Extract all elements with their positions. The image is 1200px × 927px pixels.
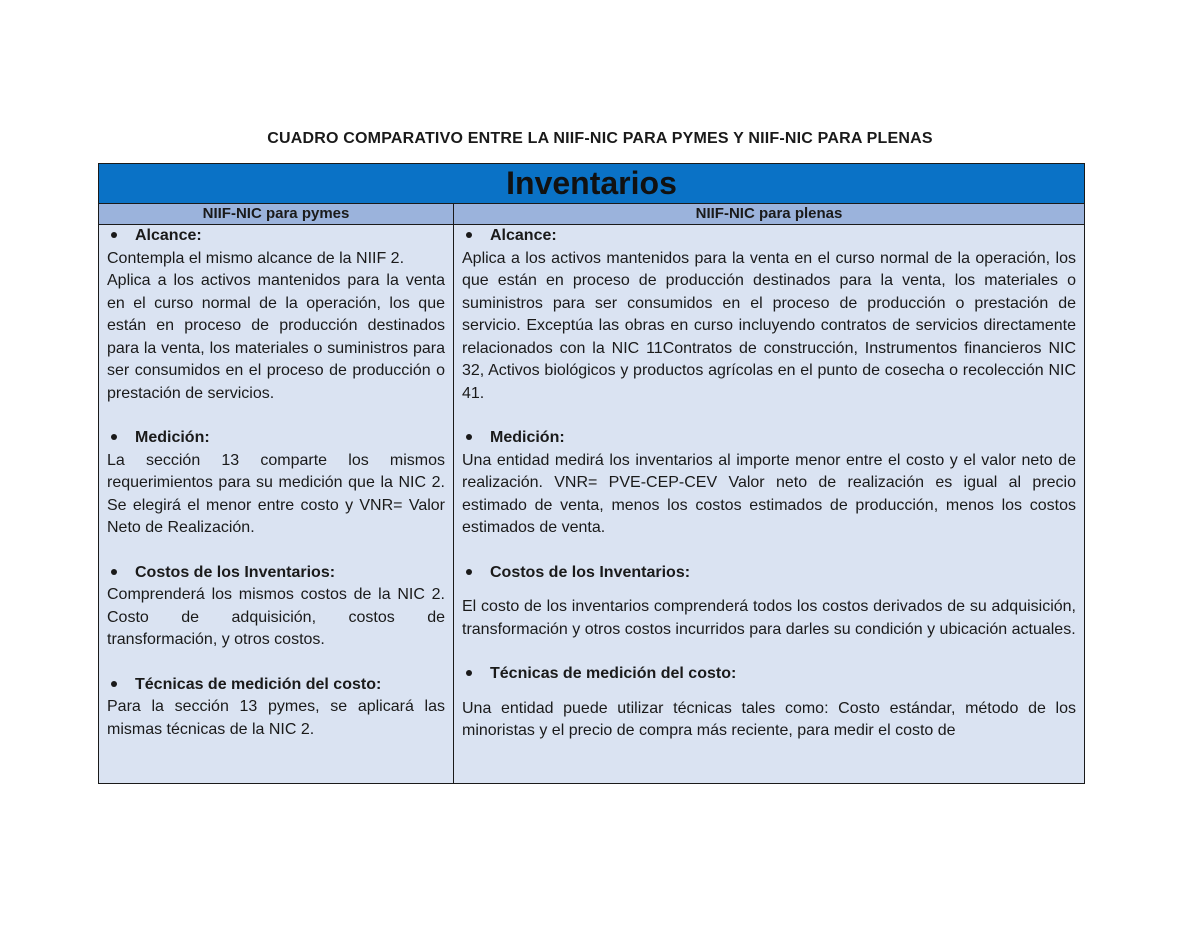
section-text: Contempla el mismo alcance de la NIIF 2. — [107, 249, 405, 267]
column-header-plenas: NIIF-NIC para plenas — [454, 204, 1085, 225]
bullet-icon — [111, 232, 117, 238]
section-heading: Alcance: — [107, 225, 445, 248]
section-heading: Costos de los Inventarios: — [462, 562, 1076, 585]
section-heading: Alcance: — [462, 225, 1076, 248]
section-heading: Técnicas de medición del costo: — [462, 663, 1076, 686]
comparison-table — [98, 163, 1085, 784]
bullet-icon — [466, 670, 472, 676]
section-heading: Medición: — [462, 427, 1076, 450]
section-heading: Técnicas de medición del costo: — [107, 674, 445, 697]
section-text: Para la sección 13 pymes, se aplicará las mismas técnicas de la NIC 2. — [107, 698, 445, 738]
bullet-icon — [111, 681, 117, 687]
pymes-cell — [99, 225, 454, 784]
bullet-icon — [466, 569, 472, 575]
section-text: La sección 13 comparte los mismos requerimientos para su medición que la NIC 2. Se elegirá el menor entre costo y VNR= Valor Neto de Realización. — [107, 451, 445, 536]
plenas-cell — [454, 225, 1085, 784]
section-heading: Medición: — [107, 427, 445, 450]
section-text: Una entidad medirá los inventarios al importe menor entre el costo y el valor neto de realización. VNR= PVE-CEP-CEV Valor neto de realización es igual al precio estimado de venta, menos los costos estimados de producción, menos los costos estimados de venta. — [462, 451, 1076, 536]
bullet-icon — [111, 434, 117, 440]
section-text: Una entidad puede utilizar técnicas tales como: Costo estándar, método de los minoristas y el precio de compra más reciente, para medir el costo de — [462, 699, 1076, 739]
section-text: Aplica a los activos mantenidos para la venta en el curso normal de la operación, los que están en proceso de producción destinados para la venta, los materiales o suministros para ser consumidos en el proceso de producción o prestación de servicios. — [107, 272, 445, 402]
bullet-icon — [466, 434, 472, 440]
column-header-pymes: NIIF-NIC para pymes — [99, 204, 454, 225]
document-title: CUADRO COMPARATIVO ENTRE LA NIIF-NIC PARA PYMES Y NIIF-NIC PARA PLENAS — [267, 130, 933, 147]
section-text: Comprenderá los mismos costos de la NIC 2. Costo de adquisición, costos de transformación, y otros costos. — [107, 586, 445, 648]
bullet-icon — [111, 569, 117, 575]
section-text: El costo de los inventarios comprenderá todos los costos derivados de su adquisición, transformación y otros costos incurridos para darles su condición y ubicación actuales. — [462, 598, 1076, 638]
table-banner: Inventarios — [99, 164, 1085, 204]
section-text: Aplica a los activos mantenidos para la venta en el curso normal de la operación, los que están en proceso de producción destinados para la venta, los materiales o suministros para ser consumidos en el proceso de producción o prestación de servicio. Exceptúa las obras en curso incluyendo contratos de servicios directamente relacionados con la NIC 11Contratos de construcción, Instrumentos financieros NIC 32, Activos biológicos y productos agrícolas en el punto de cosecha o recolección NIC 41. — [462, 249, 1076, 402]
section-heading: Costos de los Inventarios: — [107, 562, 445, 585]
bullet-icon — [466, 232, 472, 238]
